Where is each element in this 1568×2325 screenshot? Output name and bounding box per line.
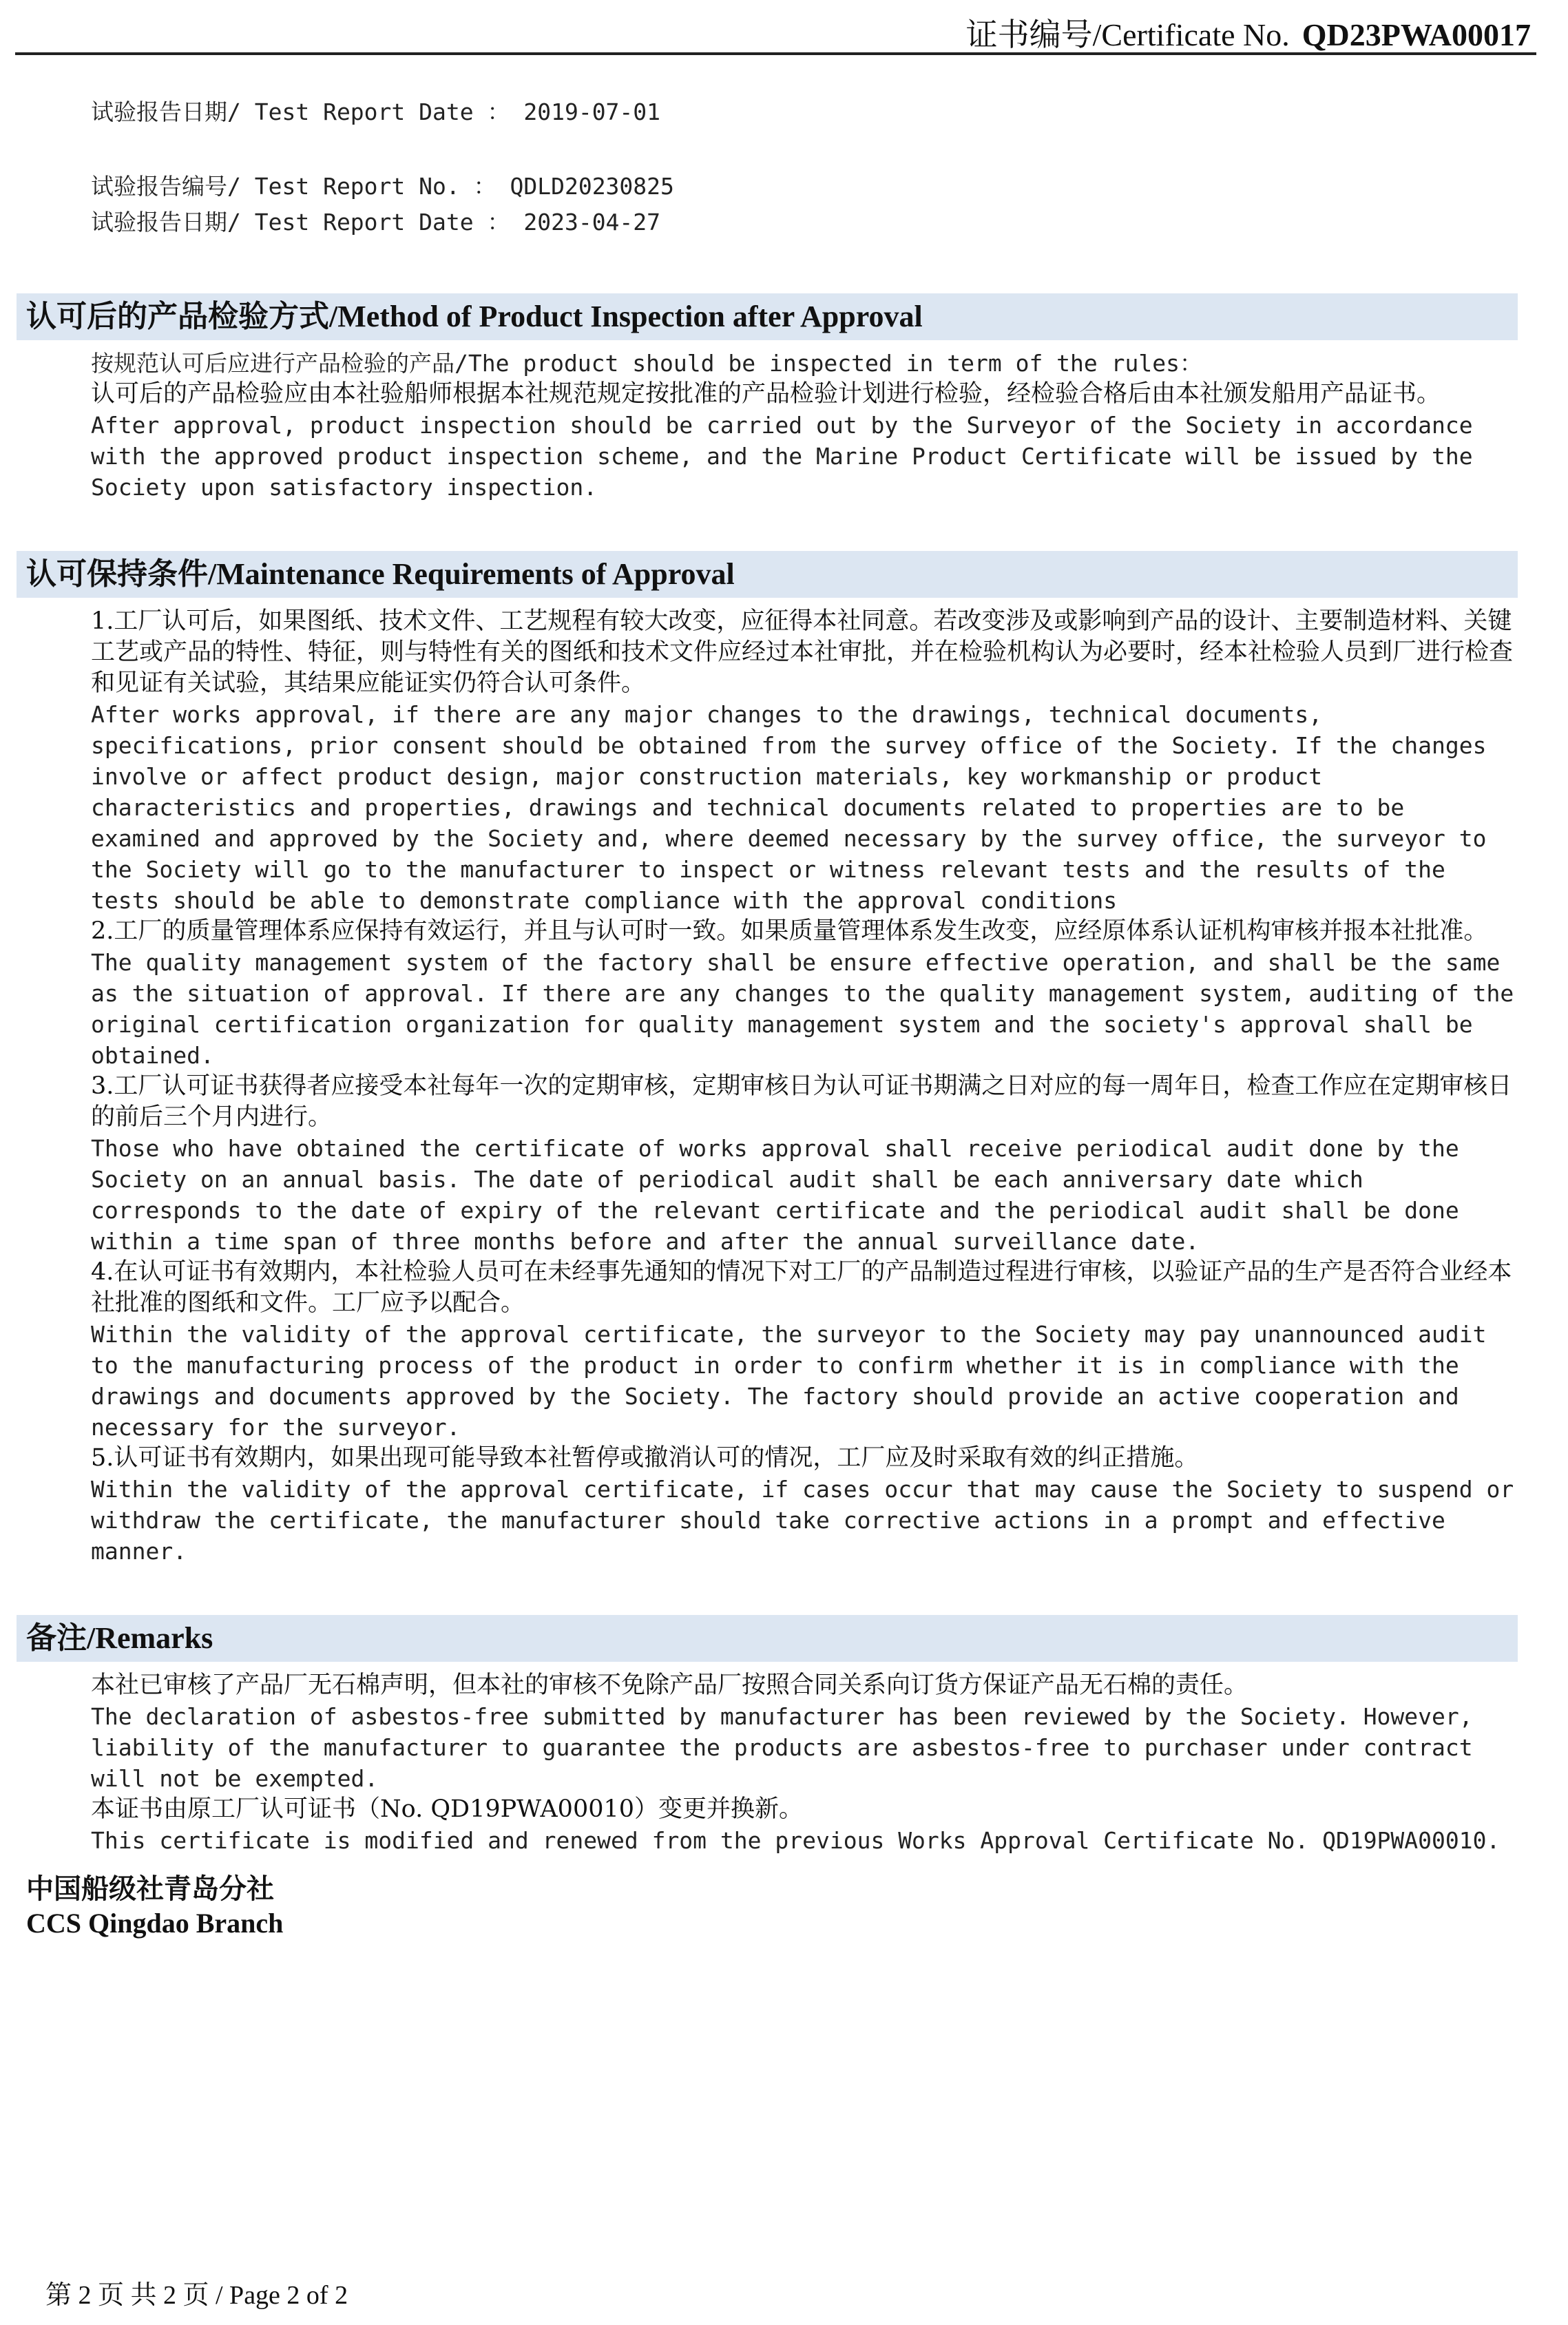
section-body-method	[91, 348, 1523, 503]
certificate-number-header	[966, 10, 1531, 55]
section-body-maintenance	[91, 606, 1528, 1567]
section-header-method: 认可后的产品检验方式/Method of Product Inspection after Approval	[17, 293, 1518, 340]
test-report-date-1: 试验报告日期/ Test Report Date ： 2019-07-01	[91, 98, 661, 125]
maintenance-item-3-en: Those who have obtained the certificate of works approval shall receive periodical audit done by the Society on an annual basis. The date of periodical audit shall be each anniversary date which corresponds to the date of expiry of the relevant certificate and the periodical audit shall be done within a time span of three months before and after the annual surveillance date.	[91, 1135, 1473, 1255]
maintenance-item-5-en: Within the validity of the approval certificate, if cases occur that may cause the Society to suspend or withdraw the certificate, the manufacturer should take corrective actions in a prompt and effective manner.	[91, 1476, 1528, 1565]
remarks-text-1-cn: 本社已审核了产品厂无石棉声明，但本社的审核不免除产品厂按照合同关系向订货方保证产品无石棉的责任。	[91, 1671, 1248, 1699]
remarks-text-1-en: The declaration of asbestos-free submitted by manufacturer has been reviewed by the Society. However, liability of the manufacturer to guarantee the products are asbestos-free to purchaser under contract will not be exempted.	[91, 1703, 1487, 1792]
section-header-remarks: 备注/Remarks	[17, 1615, 1518, 1662]
test-report-date-2: 试验报告日期/ Test Report Date ： 2023-04-27	[91, 209, 661, 236]
issuer-name-en: CCS Qingdao Branch	[26, 1908, 284, 1939]
header-divider	[15, 52, 1536, 55]
remarks-text-2-en: This certificate is modified and renewed from the previous Works Approval Certificate No. QD19PWA00010.	[91, 1827, 1501, 1854]
test-report-number: 试验报告编号/ Test Report No. ： QDLD20230825	[91, 173, 674, 200]
section-header-maintenance: 认可保持条件/Maintenance Requirements of Approval	[17, 551, 1518, 598]
maintenance-item-2-en: The quality management system of the factory shall be ensure effective operation, and shall be the same as the situation of approval. If there are any changes to the quality management system, auditing of the original certification organization for quality management system and the society's approval shall be obtained.	[91, 949, 1528, 1069]
maintenance-item-3-cn: 3.工厂认可证书获得者应接受本社每年一次的定期审核，定期审核日为认可证书期满之日对应的每一周年日，检查工作应在定期审核日的前后三个月内进行。	[91, 1072, 1512, 1131]
remarks-text-2-cn: 本证书由原工厂认可证书（No. QD19PWA00010）变更并换新。	[91, 1795, 804, 1823]
certificate-label: 证书编号/Certificate No.	[965, 17, 1290, 52]
maintenance-item-4-en: Within the validity of the approval certificate, the surveyor to the Society may pay unannounced audit to the manufacturing process of the product in order to confirm whether it is in compliance with the drawings and documents approved by the Society. The factory should provide an active cooperation and necessary for the surveyor.	[91, 1321, 1501, 1441]
maintenance-item-1-cn: 1.工厂认可后，如果图纸、技术文件、工艺规程有较大改变，应征得本社同意。若改变涉及或影响到产品的设计、主要制造材料、关键工艺或产品的特性、特征，则与特性有关的图纸和技术文件应经过本社审批，并在检验机构认为必要时，经本社检验人员到厂进行检查和见证有关试验，其结果应能证实仍符合认可条件。	[91, 607, 1514, 697]
maintenance-item-1-en: After works approval, if there are any major changes to the drawings, technical documents, specifications, prior consent should be obtained from the survey office of the Society. If the changes involve or affect product design, major construction materials, key workmanship or product characteristics and properties, drawings and technical documents related to properties are to be examined and approved by the Society and, where deemed necessary by the survey office, the surveyor to the Society will go to the manufacturer to inspect or witness relevant tests and the results of the tests should be able to demonstrate compliance with the approval conditions	[91, 701, 1501, 914]
maintenance-item-2-cn: 2.工厂的质量管理体系应保持有效运行，并且与认可时一致。如果质量管理体系发生改变，应经原体系认证机构审核并报本社批准。	[91, 917, 1488, 945]
section-body-remarks	[91, 1670, 1523, 1856]
certificate-number: QD23PWA00017	[1302, 17, 1531, 52]
issuer-name-cn: 中国船级社青岛分社	[26, 1873, 274, 1904]
page-number-footer: 第 2 页 共 2 页 / Page 2 of 2	[45, 2281, 348, 2310]
method-text-en: After approval, product inspection should be carried out by the Surveyor of the Society in accordance with the approved product inspection scheme, and the Marine Product Certificate will be issued by the Society upon satisfactory inspection.	[91, 412, 1487, 501]
maintenance-item-5-cn: 5.认可证书有效期内，如果出现可能导致本社暂停或撤消认可的情况，工厂应及时采取有效的纠正措施。	[91, 1444, 1199, 1472]
method-intro: 按规范认可后应进行产品检验的产品/The product should be inspected in term of the rules：	[91, 350, 1202, 377]
method-text-cn: 认可后的产品检验应由本社验船师根据本社规范规定按批准的产品检验计划进行检验，经检验合格后由本社颁发船用产品证书。	[91, 380, 1441, 408]
maintenance-item-4-cn: 4.在认可证书有效期内，本社检验人员可在未经事先通知的情况下对工厂的产品制造过程进行审核，以验证产品的生产是否符合业经本社批准的图纸和文件。工厂应予以配合。	[91, 1258, 1512, 1317]
